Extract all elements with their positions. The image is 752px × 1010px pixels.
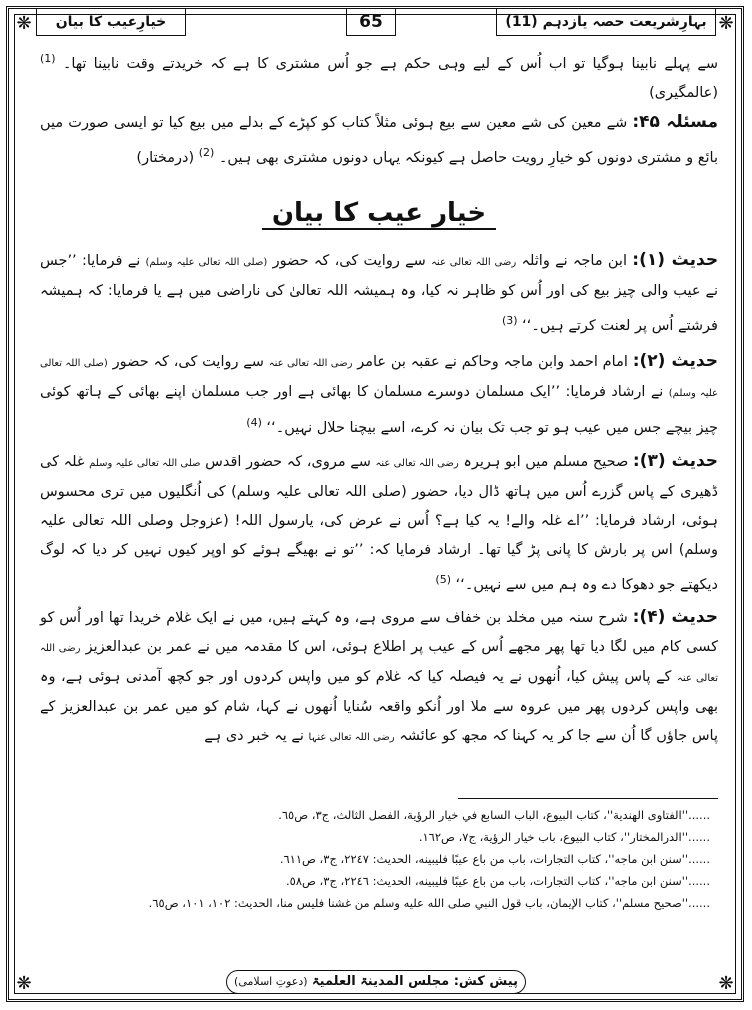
footnote-ref: (5) (435, 572, 451, 586)
honorific: رضی اللہ تعالی عنہ (268, 357, 353, 369)
presenter-org: (دعوتِ اسلامی) (234, 975, 308, 988)
footnote-item: ......''الفتاوی الهندية''، كتاب البيوع، الباب السابع في خيار الرؤية، الفصل الثالث، ج٣، ص٦٥. (278, 808, 710, 822)
honorific: رضی اللہ تعالی عنہ (431, 257, 517, 268)
hadith-label: حدیث (۲): (632, 350, 718, 371)
hadith-paragraph (40, 347, 718, 443)
hadith-paragraph (40, 447, 718, 600)
footnote-ref: (4) (246, 415, 262, 429)
page-header (22, 6, 730, 38)
section-title: خیارِعیب کا بیان (36, 8, 186, 36)
intro-block (40, 44, 718, 173)
hadith-text: سے روایت کی، کہ حضور (112, 353, 264, 370)
page-footer (0, 968, 752, 998)
hadith-label: حدیث (۱): (632, 250, 719, 270)
footnote-item: ......''سنن ابن ماجه''، كتاب التجارات، باب من باع عيبًا فليبينه، الحديث: ٢٢٤٧، ج٣، ص٦١١. (279, 852, 710, 866)
footnote-item: ......''سنن ابن ماجه''، كتاب التجارات، باب من باع عيبًا فليبينه، الحديث: ٢٢٤٦، ج٣، ص٥٨. (285, 874, 710, 888)
ornament-icon: ❋ (16, 13, 32, 34)
ornament-icon: ❋ (16, 973, 32, 994)
hadith-label: حدیث (۴): (632, 607, 719, 628)
ornament-icon: ❋ (718, 13, 734, 34)
footnotes (40, 798, 718, 914)
hadith-text: سے روایت کی، کہ حضور (272, 253, 426, 269)
hadith-text: نے یہ خبر دی ہے (204, 728, 304, 745)
intro-text: سے پہلے نابینا ہوگیا تو اب اُس کے لیے وہی حکم ہے جو اُس مشتری کا ہے کہ خریدتے وقت نابینا تھا۔ (62, 55, 719, 72)
footnote-divider (458, 798, 718, 799)
book-title: بہارِشریعت حصہ یازدہم (11) (496, 8, 716, 36)
footnote-ref: (1) (40, 52, 56, 65)
intro-paragraph (40, 44, 718, 108)
masla-text: شے معین کی شے معین سے بیع ہوئی مثلاً کتاب کو کپڑے کے بدلے میں بیع کیا تو ایسی صورت میں بائع و مشتری دونوں کو خیارِ رویت حاصل ہے کیونکہ یہاں دونوں مشتری بھی ہیں۔ (40, 114, 718, 166)
hadith-text: صحیح مسلم میں ابو ہریرہ (463, 453, 629, 470)
honorific: (صلی اللہ تعالی علیہ وسلم) (145, 257, 268, 268)
hadith-text: نے فرمایا: ’’جس نے عیب والی چیز بیع کی اور اُس کو ظاہر نہ کیا، وہ ہمیشہ اللہ تعالیٰ کی ناراضی میں ہے یا فرمایا: کہ ہمیشہ فرشتے اُس پر لعنت کرتے ہیں۔‘‘ (40, 253, 718, 334)
page-number: 65 (346, 8, 396, 36)
publisher-badge (226, 970, 526, 994)
hadith-label: حدیث (۳): (632, 450, 719, 471)
ornament-icon: ❋ (718, 973, 734, 994)
hadith-paragraph (40, 246, 718, 341)
hadith-text: غلہ کی ڈھیری کے پاس گزرے اُس میں ہاتھ ڈال دیا، حضور (صلی اللہ تعالی علیہ وسلم) کی اُنگلیوں میں تری محسوس ہوئی، ارشاد فرمایا: ’’اے غلہ والے! یہ کیا ہے؟ اُس نے عرض کی، یارسول اللہ! (عزوجل وصلی اللہ تعالی علیہ وسلم) اس پر بارش کا پانی پڑ گیا تھا۔ ارشاد فرمایا کہ: ’’تو نے بھیگے ہوئے کو اوپر کیوں نہیں کر دیا کہ لوگ دیکھتے جو دھوکا دے وہ ہم میں سے نہیں۔‘‘ (40, 453, 718, 593)
masla-label: مسئلہ ۴۵: (632, 111, 718, 132)
footnote-item: ......''الدرالمختار''، كتاب البيوع، باب خيار الرؤية، ج٧، ص١٦٢. (418, 830, 710, 844)
section-heading-text: خیار عیب کا بیان (262, 198, 496, 230)
honorific: (صلی اللہ تعالی علیہ وسلم) (40, 357, 718, 399)
hadith-paragraph (40, 603, 718, 752)
hadith-text: نے ارشاد فرمایا: ’’ایک مسلمان دوسرے مسلمان کا بھائی ہے اور جب مسلمان اپنے بھائی کے ہاتھ کوئی چیز بیچے جس میں عیب ہو تو جب تک بیان نہ کرے، اسے بیچنا حلال نہیں۔‘‘ (40, 383, 718, 436)
footnote-ref: (2) (198, 145, 215, 159)
hadith-text: امام احمد وابن ماجہ وحاکم نے عقبہ بن عامر (357, 353, 628, 370)
honorific: صلی اللہ تعالی علیہ وسلم (89, 457, 201, 469)
hadith-text: شرح سنہ میں مخلد بن خفاف سے مروی ہے، وہ کہتے ہیں، میں نے ایک غلام خریدا تھا اور اُس کو کسی کام میں لگا دیا تھا پھر مجھے اُس کے عیب پر اطلاع ہوئی، اس کا مقدمہ میں نے عمر بن عبدالعزیز (40, 610, 719, 656)
presenter-name: مجلس المدینۃ العلمیۃ (312, 974, 450, 989)
hadith-text: کے پاس پیش کیا، اُنھوں نے یہ فیصلہ کیا کہ غلام کو میں واپس کردوں اور جو کچھ آمدنی ہوئی ہے، وہ بھی واپس کردوں پھر میں عروہ سے ملا اور اُنکو واقعہ سُنایا اُنھوں نے کہا، شام کو میں عمر بن عبدالعزیز کے پاس جاؤں گا اُن سے جا کر یہ کہنا کہ مجھ کو عائشہ (40, 669, 718, 745)
footnote-item: ......''صحيح مسلم''، كتاب الإيمان، باب قول النبي صلى الله عليه وسلم من غشنا فليس منا، الحديث: ١٠٢، ١٠١، ص٦٥. (148, 896, 710, 910)
honorific: رضی اللہ تعالی عنہا (308, 732, 395, 744)
source-label: (عالمگیری) (649, 84, 718, 101)
source-label: (درمختار) (136, 149, 195, 166)
honorific: رضی اللہ تعالی عنہ (40, 643, 719, 685)
hadith-text: ابن ماجہ نے واثلہ (521, 253, 627, 269)
presenter-label: پیش کش: (453, 974, 518, 989)
footnote-ref: (3) (501, 314, 518, 327)
masla-paragraph (40, 108, 718, 173)
honorific: رضی اللہ تعالی عنہ (375, 457, 459, 469)
section-heading (40, 198, 718, 228)
hadith-list (40, 246, 718, 752)
hadith-text: سے مروی، کہ حضور اقدس (205, 453, 371, 470)
